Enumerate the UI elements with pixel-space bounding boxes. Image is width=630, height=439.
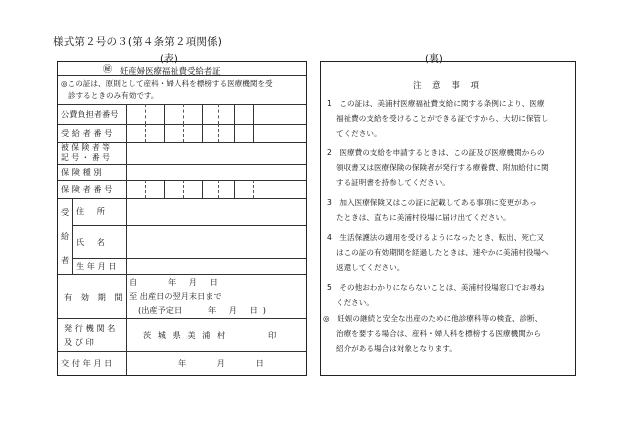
note-line: ください。 [336, 298, 374, 307]
notice-line-1: ◎この証は、原則として産科・婦人科を標榜する医療機関を受 [61, 79, 273, 88]
note-line: はこの証の有効期間を経過したときは、速やかに美浦村役場へ [336, 248, 549, 257]
note-line: 5 その他おわかりにならないことは、美浦村役場窓口でお尋ね [327, 283, 545, 292]
issuer-label-2: 及 び 印 [64, 337, 94, 347]
validity-from-date: 年 月 日 [168, 277, 223, 287]
note-line: ◎ 妊娠の継続と安全な出産のために他診療科等の検査、診断、 [323, 314, 543, 323]
card-title: 妊産婦医療福祉費受給者証 [120, 66, 221, 76]
seal-mark: 印 [268, 330, 277, 340]
issue-date-label: 交 付 年 月 日 [61, 358, 113, 368]
birth-date-label: 生 年 月 日 [76, 261, 117, 271]
note-line: てください。 [336, 129, 382, 138]
address-label: 住 所 [76, 206, 110, 216]
name-label: 氏 名 [76, 237, 110, 247]
notes-title: 注 意 事 項 [412, 81, 484, 91]
public-payer-number-label: 公費負担者番号 [61, 109, 119, 119]
form-number: 様式第２号の３(第４条第２項関係) [53, 36, 223, 48]
notice-line-2: 診するときのみ有効です。 [68, 91, 159, 100]
issuer-value: 茨 城 県 美 浦 村 [143, 330, 228, 340]
insured-sign-label-1: 被 保 険 者 等 [61, 143, 110, 152]
back-side-label: (裏) [425, 54, 443, 65]
insurer-number-label: 保 険 者 番 号 [61, 184, 113, 194]
recipient-group-char-1: 受 [61, 207, 70, 217]
note-line: 3 加入医療保険又はこの証に記載してある事項に変更があっ [327, 198, 537, 207]
due-date-label: (出産予定日 [138, 305, 183, 315]
note-line: 治療を要する場合は、産科・婦人科を標榜する医療機関から [336, 329, 542, 338]
issue-date-value: 年 月 日 [178, 358, 278, 368]
due-date-value: 年 月 日) [208, 305, 271, 315]
validity-period-label: 有 効 期 間 [64, 292, 126, 302]
note-line: 福祉費の支給を受けることができる証ですから、大切に保管し [336, 114, 549, 123]
note-line: たときは、直ちに美浦村役場に届け出てください。 [336, 213, 511, 222]
note-line: 2 医療費の支給を申請するときは、この証及び医療機関からの [327, 148, 545, 157]
note-line: する証明書を持参してください。 [336, 178, 450, 187]
recipient-group-char-3: 者 [61, 255, 70, 265]
note-line: 4 生活保護法の適用を受けるようになったとき、転出、死亡又 [327, 233, 545, 242]
recipient-number-label: 受 給 者 番 号 [61, 128, 113, 138]
back-card [320, 61, 576, 376]
validity-from-mark: 自 [129, 277, 138, 287]
insured-sign-label-2: 記 号 ・ 番 号 [61, 153, 110, 162]
front-card [57, 61, 307, 376]
recipient-group-char-2: 給 [61, 231, 70, 241]
confidential-mark: ㊙ [103, 65, 113, 75]
note-line: 1 この証は、美浦村医療福祉費支給に関する条例により、医療 [327, 99, 545, 108]
note-line: 紹介がある場合は対象となります。 [336, 344, 457, 353]
validity-to-text: 至 出産日の翌月末日まで [129, 291, 222, 301]
front-side-label: (表) [160, 54, 178, 65]
insurance-type-label: 保 険 種 別 [61, 167, 102, 177]
note-line: 領収書又は医療保険の保険者が発行する療養費、附加給付に関 [336, 163, 549, 172]
issuer-label-1: 発 行 機 関 名 [64, 323, 116, 333]
note-line: 返還してください。 [336, 263, 405, 272]
